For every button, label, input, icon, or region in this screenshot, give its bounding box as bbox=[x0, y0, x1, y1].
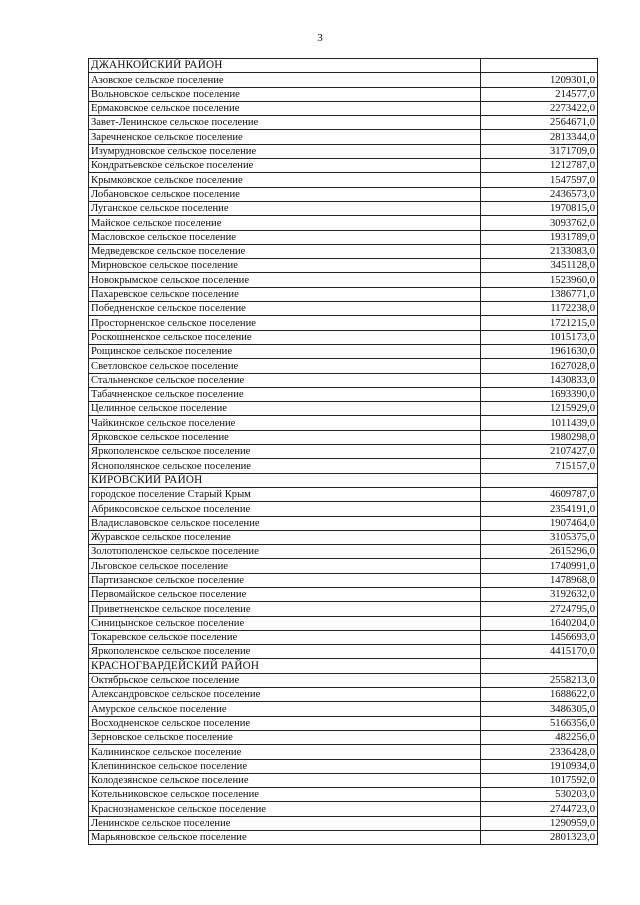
settlement-name: Октябрьское сельское поселение bbox=[89, 673, 481, 687]
amount-value: 4609787,0 bbox=[481, 487, 598, 501]
table-row bbox=[89, 688, 598, 702]
table-row bbox=[89, 87, 598, 101]
amount-value: 2813344,0 bbox=[481, 130, 598, 144]
district-header-row bbox=[89, 659, 598, 673]
settlement-name: Яркополенское сельское поселение bbox=[89, 445, 481, 459]
table-row bbox=[89, 430, 598, 444]
amount-value: 1910934,0 bbox=[481, 759, 598, 773]
table-row bbox=[89, 216, 598, 230]
table-row bbox=[89, 673, 598, 687]
settlement-name: Яснополянское сельское поселение bbox=[89, 459, 481, 473]
page-number: 3 bbox=[317, 32, 323, 44]
table-row bbox=[89, 259, 598, 273]
settlement-name: Первомайское сельское поселение bbox=[89, 587, 481, 601]
table-row bbox=[89, 230, 598, 244]
amount-value: 2801323,0 bbox=[481, 831, 598, 845]
settlement-name: Партизанское сельское поселение bbox=[89, 573, 481, 587]
settlement-name: Краснознаменское сельское поселение bbox=[89, 802, 481, 816]
amount-value: 1456693,0 bbox=[481, 630, 598, 644]
amount-value: 5166356,0 bbox=[481, 716, 598, 730]
amount-value: 1430833,0 bbox=[481, 373, 598, 387]
amount-value: 2354191,0 bbox=[481, 502, 598, 516]
table-row bbox=[89, 559, 598, 573]
table-row bbox=[89, 344, 598, 358]
settlement-name: Ярковское сельское поселение bbox=[89, 430, 481, 444]
amount-value: 1215929,0 bbox=[481, 402, 598, 416]
district-header-row bbox=[89, 59, 598, 73]
settlement-name: Владиславовское сельское поселение bbox=[89, 516, 481, 530]
amount-value: 1015173,0 bbox=[481, 330, 598, 344]
amount-value: 482256,0 bbox=[481, 730, 598, 744]
settlement-name: Зерновское сельское поселение bbox=[89, 730, 481, 744]
amount-value: 2615296,0 bbox=[481, 545, 598, 559]
settlement-name: Светловское сельское поселение bbox=[89, 359, 481, 373]
amount-value: 214577,0 bbox=[481, 87, 598, 101]
table-row bbox=[89, 530, 598, 544]
amount-value: 1478968,0 bbox=[481, 573, 598, 587]
table-row bbox=[89, 273, 598, 287]
amount-value: 2133083,0 bbox=[481, 244, 598, 258]
settlement-name: Кондратьевское сельское поселение bbox=[89, 159, 481, 173]
table-row bbox=[89, 730, 598, 744]
amount-value: 2436573,0 bbox=[481, 187, 598, 201]
table-row bbox=[89, 545, 598, 559]
table-row bbox=[89, 130, 598, 144]
table-row bbox=[89, 359, 598, 373]
settlement-name: Вольновское сельское поселение bbox=[89, 87, 481, 101]
settlement-name: Колодезянское сельское поселение bbox=[89, 773, 481, 787]
settlement-name: Котельниковское сельское поселение bbox=[89, 788, 481, 802]
table-row bbox=[89, 101, 598, 115]
table-row bbox=[89, 745, 598, 759]
amount-value: 715157,0 bbox=[481, 459, 598, 473]
table-row bbox=[89, 502, 598, 516]
table-row bbox=[89, 244, 598, 258]
settlement-name: Лобановское сельское поселение bbox=[89, 187, 481, 201]
table-row bbox=[89, 416, 598, 430]
table-row bbox=[89, 602, 598, 616]
settlement-name: Клепининское сельское поселение bbox=[89, 759, 481, 773]
settlement-name: Яркополенское сельское поселение bbox=[89, 645, 481, 659]
table-row bbox=[89, 402, 598, 416]
table-row bbox=[89, 702, 598, 716]
table-row bbox=[89, 759, 598, 773]
table-row bbox=[89, 516, 598, 530]
settlement-name: Мирновское сельское поселение bbox=[89, 259, 481, 273]
settlement-name: Льговское сельское поселение bbox=[89, 559, 481, 573]
table-row bbox=[89, 802, 598, 816]
table-row bbox=[89, 316, 598, 330]
settlement-name: Изумрудновское сельское поселение bbox=[89, 144, 481, 158]
settlement-name: Восходненское сельское поселение bbox=[89, 716, 481, 730]
settlement-name: Табачненское сельское поселение bbox=[89, 387, 481, 401]
table-row bbox=[89, 831, 598, 845]
table-row bbox=[89, 73, 598, 87]
settlement-name: Синицынское сельское поселение bbox=[89, 616, 481, 630]
amount-value: 1693390,0 bbox=[481, 387, 598, 401]
table-row bbox=[89, 645, 598, 659]
settlement-name: Журавское сельское поселение bbox=[89, 530, 481, 544]
amount-value: 3105375,0 bbox=[481, 530, 598, 544]
table-row bbox=[89, 573, 598, 587]
table-row bbox=[89, 330, 598, 344]
table-row bbox=[89, 459, 598, 473]
amount-value: 2564671,0 bbox=[481, 116, 598, 130]
amount-value: 1209301,0 bbox=[481, 73, 598, 87]
amount-value: 3192632,0 bbox=[481, 587, 598, 601]
table-row bbox=[89, 816, 598, 830]
amount-value: 4415170,0 bbox=[481, 645, 598, 659]
district-name: ДЖАНКОЙСКИЙ РАЙОН bbox=[89, 59, 481, 73]
settlement-name: Приветненское сельское поселение bbox=[89, 602, 481, 616]
table-row bbox=[89, 487, 598, 501]
amount-value: 3486305,0 bbox=[481, 702, 598, 716]
amount-value: 1970815,0 bbox=[481, 201, 598, 215]
amount-value: 1386771,0 bbox=[481, 287, 598, 301]
amount-value: 3451128,0 bbox=[481, 259, 598, 273]
table-body bbox=[89, 59, 598, 845]
settlement-name: Роскошненское сельское поселение bbox=[89, 330, 481, 344]
table-row bbox=[89, 445, 598, 459]
amount-value: 2273422,0 bbox=[481, 101, 598, 115]
amount-value: 1740991,0 bbox=[481, 559, 598, 573]
settlement-name: Азовское сельское поселение bbox=[89, 73, 481, 87]
settlement-name: Луганское сельское поселение bbox=[89, 201, 481, 215]
settlement-name: Рощинское сельское поселение bbox=[89, 344, 481, 358]
amount-value: 1172238,0 bbox=[481, 302, 598, 316]
settlement-name: Масловское сельское поселение bbox=[89, 230, 481, 244]
amount-value: 2724795,0 bbox=[481, 602, 598, 616]
table-row bbox=[89, 788, 598, 802]
settlement-name: Целинное сельское поселение bbox=[89, 402, 481, 416]
district-header-row bbox=[89, 473, 598, 487]
settlement-name: Александровское сельское поселение bbox=[89, 688, 481, 702]
table-row bbox=[89, 201, 598, 215]
settlement-name: городское поселение Старый Крым bbox=[89, 487, 481, 501]
amount-value: 3093762,0 bbox=[481, 216, 598, 230]
amount-value: 1721215,0 bbox=[481, 316, 598, 330]
table-row bbox=[89, 144, 598, 158]
amount-value: 1523960,0 bbox=[481, 273, 598, 287]
settlement-name: Абрикосовское сельское поселение bbox=[89, 502, 481, 516]
settlement-name: Майское сельское поселение bbox=[89, 216, 481, 230]
settlement-name: Ермаковское сельское поселение bbox=[89, 101, 481, 115]
table-row bbox=[89, 716, 598, 730]
district-value bbox=[481, 659, 598, 673]
settlement-name: Стальненское сельское поселение bbox=[89, 373, 481, 387]
amount-value: 1931789,0 bbox=[481, 230, 598, 244]
settlement-name: Заречненское сельское поселение bbox=[89, 130, 481, 144]
amount-value: 530203,0 bbox=[481, 788, 598, 802]
settlement-name: Амурское сельское поселение bbox=[89, 702, 481, 716]
table-row bbox=[89, 373, 598, 387]
settlement-name: Золотополенское сельское поселение bbox=[89, 545, 481, 559]
table-row bbox=[89, 173, 598, 187]
amount-value: 1017592,0 bbox=[481, 773, 598, 787]
settlement-name: Крымковское сельское поселение bbox=[89, 173, 481, 187]
settlement-name: Новокрымское сельское поселение bbox=[89, 273, 481, 287]
table-row bbox=[89, 187, 598, 201]
amount-value: 3171709,0 bbox=[481, 144, 598, 158]
municipal-budget-table bbox=[88, 58, 598, 845]
district-name: КИРОВСКИЙ РАЙОН bbox=[89, 473, 481, 487]
amount-value: 1980298,0 bbox=[481, 430, 598, 444]
amount-value: 2336428,0 bbox=[481, 745, 598, 759]
amount-value: 1640204,0 bbox=[481, 616, 598, 630]
amount-value: 1011439,0 bbox=[481, 416, 598, 430]
table-row bbox=[89, 587, 598, 601]
settlement-name: Чайкинское сельское поселение bbox=[89, 416, 481, 430]
settlement-name: Просторненское сельское поселение bbox=[89, 316, 481, 330]
settlement-name: Ленинское сельское поселение bbox=[89, 816, 481, 830]
amount-value: 1290959,0 bbox=[481, 816, 598, 830]
settlement-name: Калининское сельское поселение bbox=[89, 745, 481, 759]
amount-value: 1212787,0 bbox=[481, 159, 598, 173]
settlement-name: Токаревское сельское поселение bbox=[89, 630, 481, 644]
district-value bbox=[481, 473, 598, 487]
table-row bbox=[89, 773, 598, 787]
amount-value: 1627028,0 bbox=[481, 359, 598, 373]
settlement-name: Завет-Ленинское сельское поселение bbox=[89, 116, 481, 130]
table-row bbox=[89, 287, 598, 301]
amount-value: 1907464,0 bbox=[481, 516, 598, 530]
amount-value: 1547597,0 bbox=[481, 173, 598, 187]
settlement-name: Марьяновское сельское поселение bbox=[89, 831, 481, 845]
table-row bbox=[89, 616, 598, 630]
amount-value: 2558213,0 bbox=[481, 673, 598, 687]
table-row bbox=[89, 159, 598, 173]
amount-value: 2744723,0 bbox=[481, 802, 598, 816]
district-name: КРАСНОГВАРДЕЙСКИЙ РАЙОН bbox=[89, 659, 481, 673]
table-row bbox=[89, 302, 598, 316]
table-row bbox=[89, 387, 598, 401]
settlement-name: Пахаревское сельское поселение bbox=[89, 287, 481, 301]
table-row bbox=[89, 630, 598, 644]
table-row bbox=[89, 116, 598, 130]
district-value bbox=[481, 59, 598, 73]
amount-value: 1688622,0 bbox=[481, 688, 598, 702]
settlement-name: Победненское сельское поселение bbox=[89, 302, 481, 316]
amount-value: 2107427,0 bbox=[481, 445, 598, 459]
settlement-name: Медведевское сельское поселение bbox=[89, 244, 481, 258]
amount-value: 1961630,0 bbox=[481, 344, 598, 358]
